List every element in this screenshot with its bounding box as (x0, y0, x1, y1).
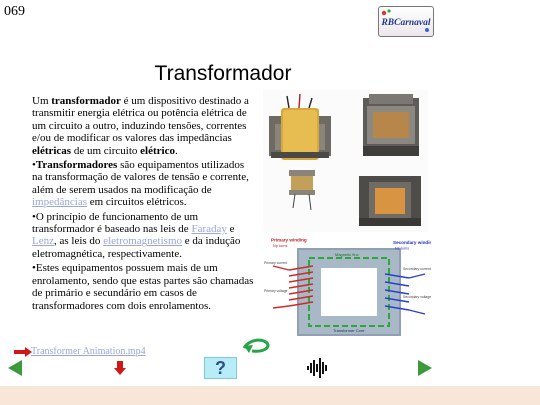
primary-turns-label: Np turns (273, 244, 288, 248)
link-eletromagnetismo[interactable]: eletromagnetismo (103, 235, 182, 248)
bold-term: Transformadores (35, 159, 118, 172)
bullet-glyph: • (32, 210, 36, 223)
audio-wave-icon[interactable] (306, 358, 330, 383)
secondary-current-label: Secondary current (403, 267, 431, 271)
link-lenz[interactable]: Lenz (32, 235, 54, 248)
slide-number: 069 (4, 4, 25, 19)
secondary-winding-label: Secondary winding (393, 240, 431, 245)
bold-term: transformador (51, 95, 121, 107)
link-impedancias[interactable]: impedâncias (32, 196, 87, 209)
bold-term: elétrico (140, 144, 175, 157)
text-run: , as leis do (53, 235, 104, 248)
help-button[interactable]: ? (204, 357, 237, 379)
previous-arrow-icon[interactable] (8, 360, 22, 381)
rbcarnaval-logo (378, 6, 434, 37)
video-link[interactable]: Transformer Animation.mp4 (31, 346, 146, 357)
transformer-core-label: Transformer Core (333, 328, 365, 333)
bullet-windings (32, 262, 257, 312)
transformer-diagram-image (263, 236, 431, 344)
text-run: . (174, 144, 178, 157)
secondary-turns-label: Ns turns (395, 246, 410, 251)
next-arrow-icon[interactable] (418, 360, 432, 381)
text-run: Estes equipamentos possuem mais de um enrolamento, sendo que estas partes são chamadas de primário e secundário em casos de transformadores com dois enrolamentos. (32, 262, 254, 312)
transformers-photo (263, 90, 428, 232)
return-arrow-icon[interactable] (240, 336, 272, 359)
bullet-glyph: • (32, 159, 36, 172)
text-run: Um (32, 95, 52, 107)
magnetic-flux-label: Magnetic flux (335, 252, 359, 257)
primary-current-label: Primary current (264, 261, 288, 265)
down-arrow-icon[interactable] (114, 361, 126, 380)
logo-graphic (379, 7, 433, 36)
body-text (32, 95, 257, 314)
bold-term: elétricas (32, 144, 72, 157)
text-run: O princípio de funcionamento de um transformador é baseado nas leis de (32, 210, 199, 236)
page-background-strip (0, 386, 540, 405)
paragraph-definition (32, 95, 257, 157)
bullet-principle (32, 211, 257, 261)
link-faraday[interactable]: Faraday (191, 223, 227, 236)
transformers-photo-image (263, 90, 428, 232)
bullet-usage (32, 159, 257, 209)
text-run: em circuitos elétricos. (86, 196, 187, 209)
text-run: de um circuito (71, 144, 141, 157)
bullet-glyph: • (32, 262, 36, 275)
text-run: e da indução eletromagnética, respectivamente. (32, 235, 241, 260)
primary-voltage-label: Primary voltage (264, 289, 288, 293)
logo-text: RBCarnaval (381, 18, 431, 28)
text-run: são equipamentos utilizados na transformação de valores de tensão e corrente, além de serem usados na modificação de (32, 159, 249, 196)
text-run: e (226, 223, 235, 236)
page-title: Transformador (154, 62, 292, 85)
secondary-voltage-label: Secondary voltage (403, 295, 431, 299)
primary-winding-label: Primary winding (271, 237, 307, 243)
transformer-diagram (263, 236, 431, 344)
text-run: é um dispositivo destinado a transmitir energia elétrica ou potência elétrica de um circuito a outro, induzindo tensões, correntes e/ou de modificar os valores das impedâncias (32, 95, 249, 145)
